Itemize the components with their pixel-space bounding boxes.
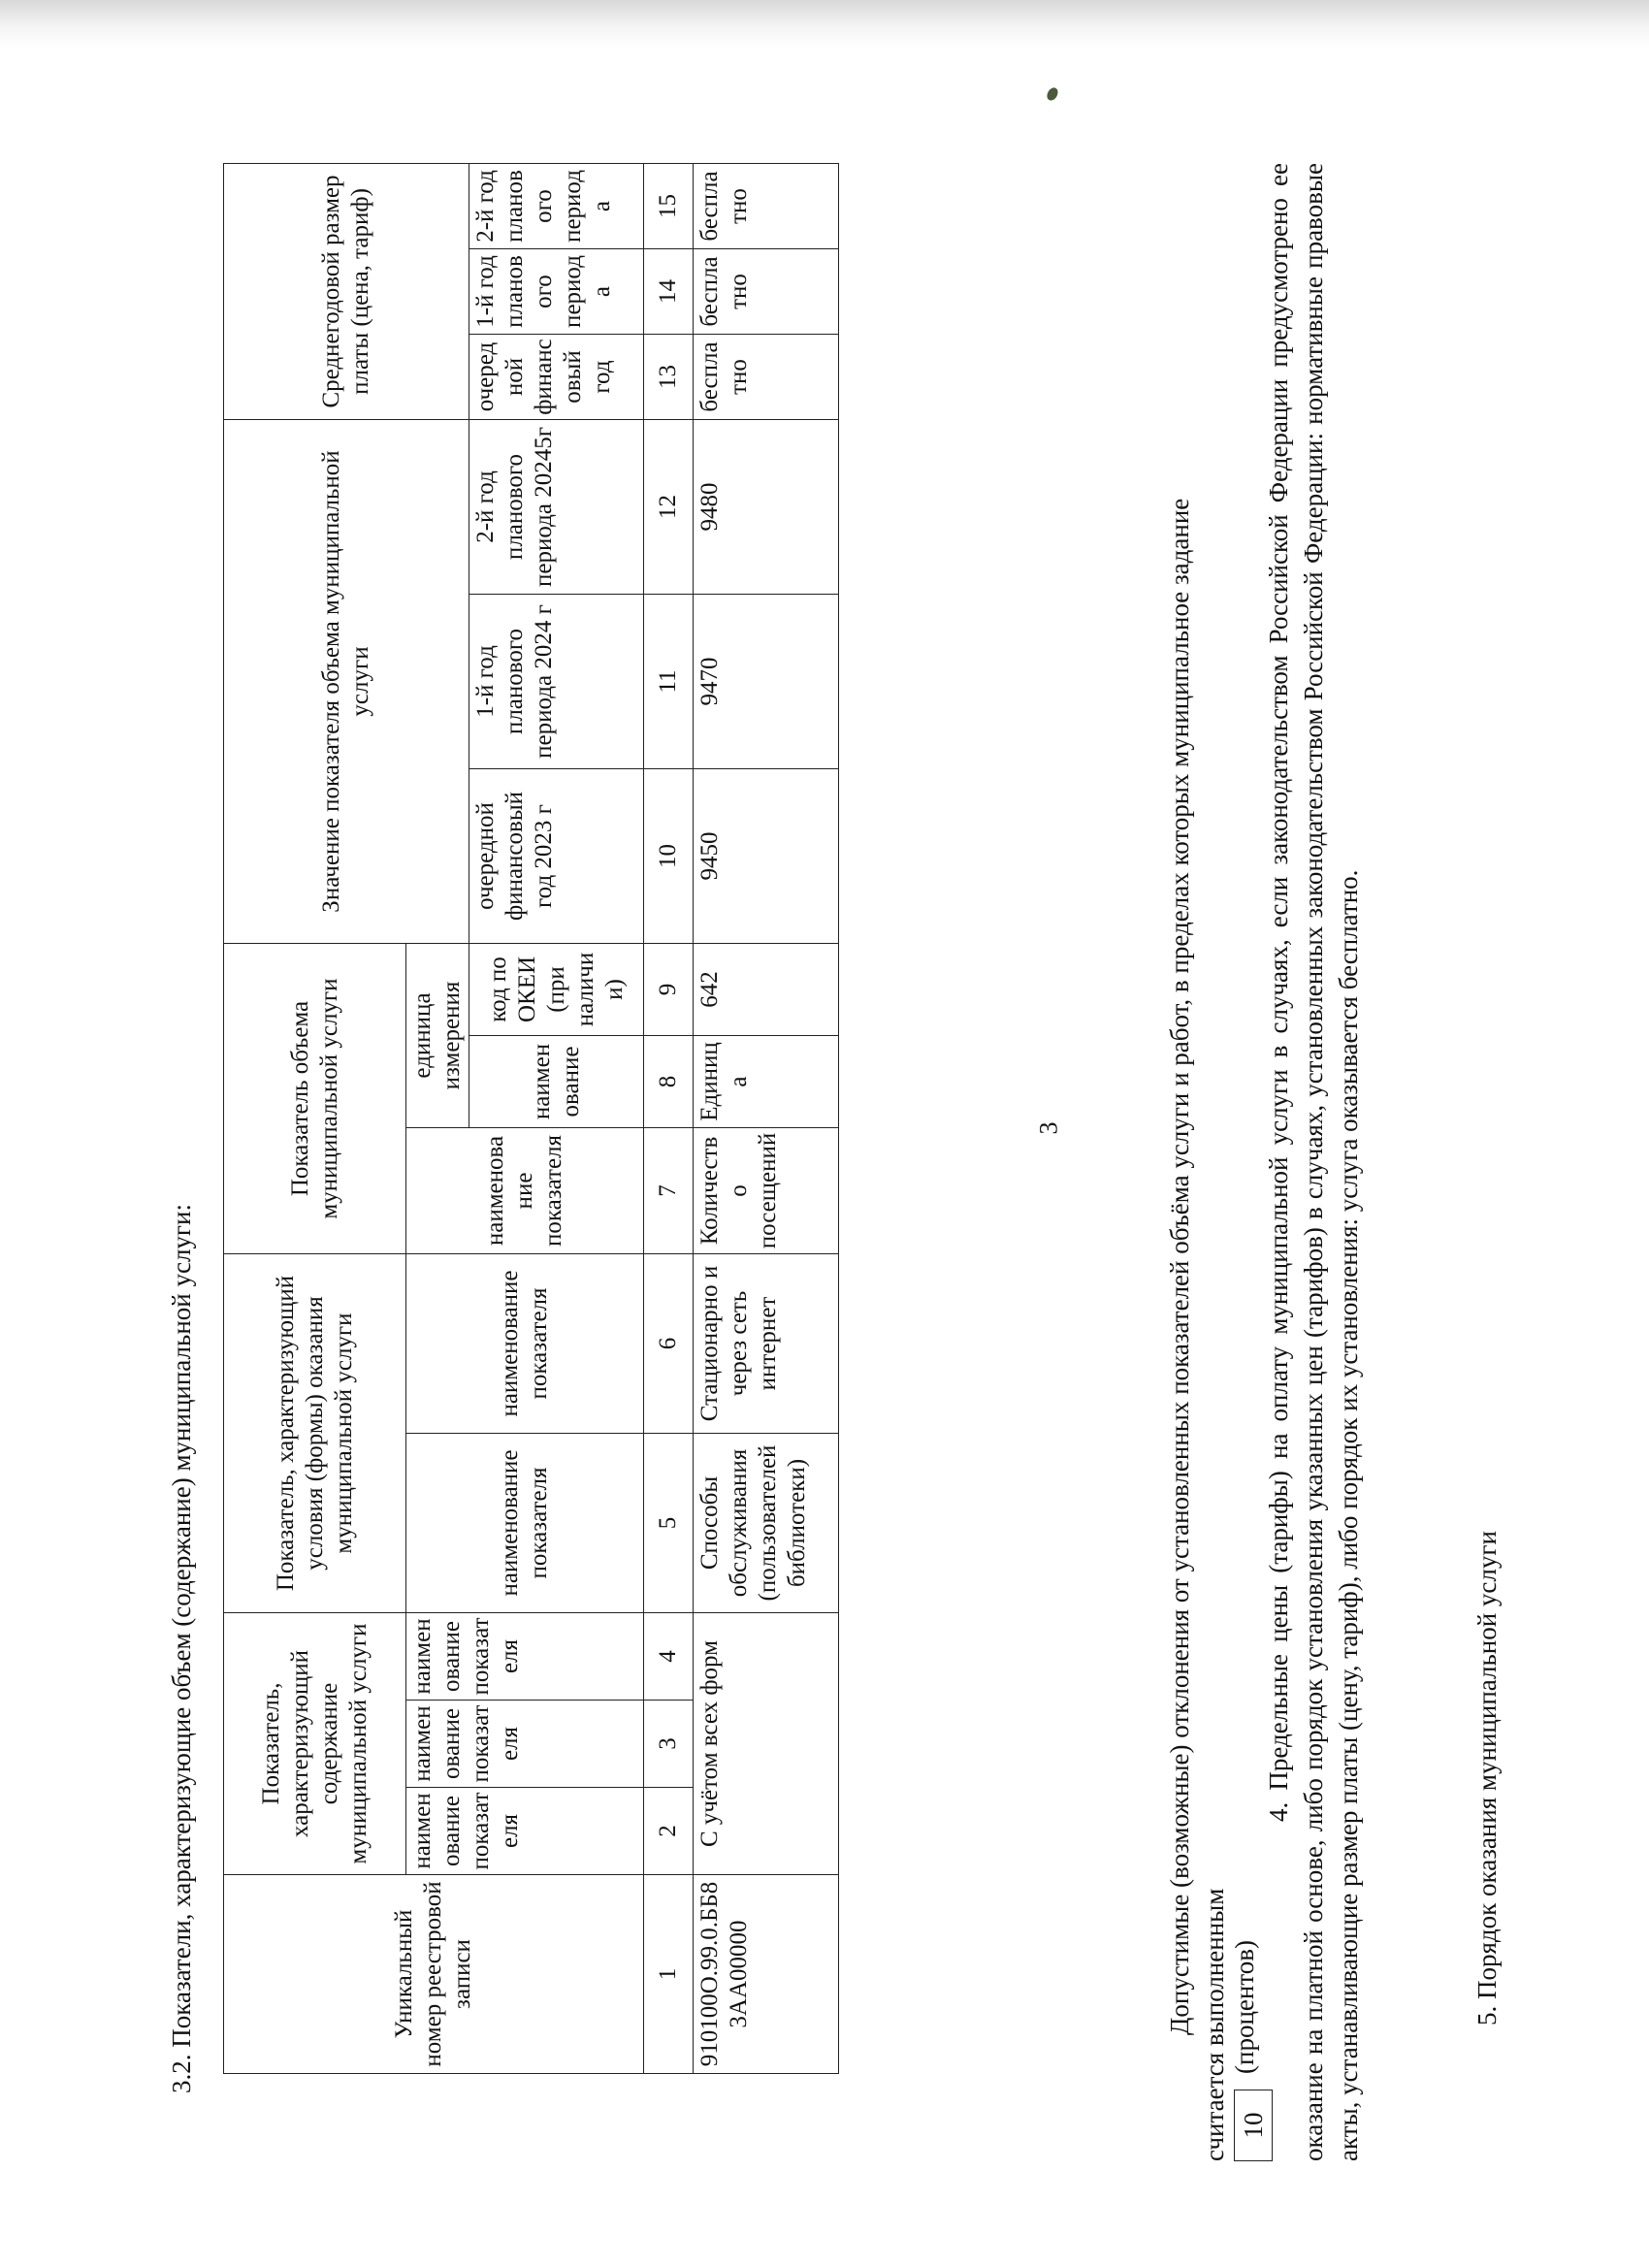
header-conditions-indicator: Показатель, характеризующий условия (формы) оказания муниципальной услуги [224,1254,406,1613]
subheader-fee-year-3: 2-й год планового периода [469,164,644,249]
procedure-heading: 5. Порядок оказания муниципальной услуги [1472,1531,1502,2025]
cell-value-2024: 9470 [694,595,839,769]
subheader-value-year-3: 2-й год планового периода 20245г [469,420,644,595]
cell-condition-2: Стационарно и через сеть интернет [694,1254,839,1434]
col-num: 2 [644,1788,694,1875]
col-num: 15 [644,164,694,249]
cell-fee-3: бесплатно [694,164,839,249]
subheader-content-3: наименование показателя [406,1613,644,1701]
cell-condition-1: Способы обслуживания (пользователей библиотеки) [694,1434,839,1613]
col-num: 9 [644,944,694,1036]
deviation-value-box: 10 [1234,2090,1273,2161]
deviation-text: Допустимые (возможные) отклонения от установленных показателей объёма услуги и работ, в пределах которых муниципальное задание [1165,498,1194,2035]
col-num: 6 [644,1254,694,1434]
col-num: 13 [644,335,694,420]
header-content-indicator: Показатель, характеризующий содержание муниципальной услуги [224,1613,406,1875]
header-volume-value: Значение показателя объема муниципальной услуги [224,420,469,944]
col-num: 1 [644,1875,694,2074]
col-num: 5 [644,1434,694,1613]
subheader-content-2: наименование показателя [406,1701,644,1788]
subheader-volume-name: наименование показателя [406,1128,644,1254]
subheader-unit: единица измерения [406,944,469,1128]
subheader-fee-year-1: очередной финансовый год [469,335,644,420]
cell-fee-1: бесплатно [694,335,839,420]
cell-fee-2: бесплатно [694,249,839,335]
cell-volume-indicator: Количество посещений [694,1128,839,1254]
col-num: 10 [644,769,694,944]
section-title: 3.2. Показатели, характеризующие объем (содержание) муниципальной услуги: [167,1204,196,2093]
prices-paragraph: 4. Предельные цены (тарифы) на оплату муниципальной услуги в случаях, если законодательством Российской Федерации предусмотрено ее оказание на платной основе, либо порядок установления указанных цен (тарифов) в случаях, установленных законодательством Российской Федерации: нормативные правовые акты, устанавливающие размер платы (цену, тариф), либо порядок их установления: услуга оказывается бесплатно. [1264,163,1363,2161]
header-volume-indicator: Показатель объема муниципальной услуги [224,944,406,1254]
subheader-value-year-1: очередной финансовый год 2023 г [469,769,644,944]
subheader-value-year-2: 1-й год планового периода 2024 г [469,595,644,769]
subheader-content-1: наименование показателя [406,1788,644,1875]
subheader-condition-1: наименование показателя [406,1434,644,1613]
col-num: 11 [644,595,694,769]
col-num: 4 [644,1613,694,1701]
col-num: 14 [644,249,694,335]
header-average-fee: Среднегодовой размер платы (цена, тариф) [224,164,469,420]
col-num: 8 [644,1036,694,1128]
subheader-okei: код по ОКЕИ (при наличии) [469,944,644,1036]
column-number-row [644,164,694,2074]
col-num: 7 [644,1128,694,1254]
cell-content-indicator: С учётом всех форм [694,1613,839,1875]
cell-value-2023: 9450 [694,769,839,944]
cell-okei-code: 642 [694,944,839,1036]
col-num: 3 [644,1701,694,1788]
volume-table [223,163,839,2074]
header-unique-number: Уникальный номер реестровой записи [224,1875,644,2074]
deviation-text-continued: считается выполненным [1200,1888,1229,2161]
cell-value-2025: 9480 [694,420,839,595]
table-row [694,164,839,2074]
col-num: 12 [644,420,694,595]
cell-unit-name: Единица [694,1036,839,1128]
subheader-condition-2: наименование показателя [406,1254,644,1434]
deviation-unit: (процентов) [1230,1939,1259,2074]
subheader-unit-name: наименование [469,1036,644,1128]
cell-unique-number: 910100О.99.0.ББ83АА00000 [694,1875,839,2074]
page-number: 3 [1034,1121,1063,1135]
subheader-fee-year-2: 1-й год планового периода [469,249,644,335]
